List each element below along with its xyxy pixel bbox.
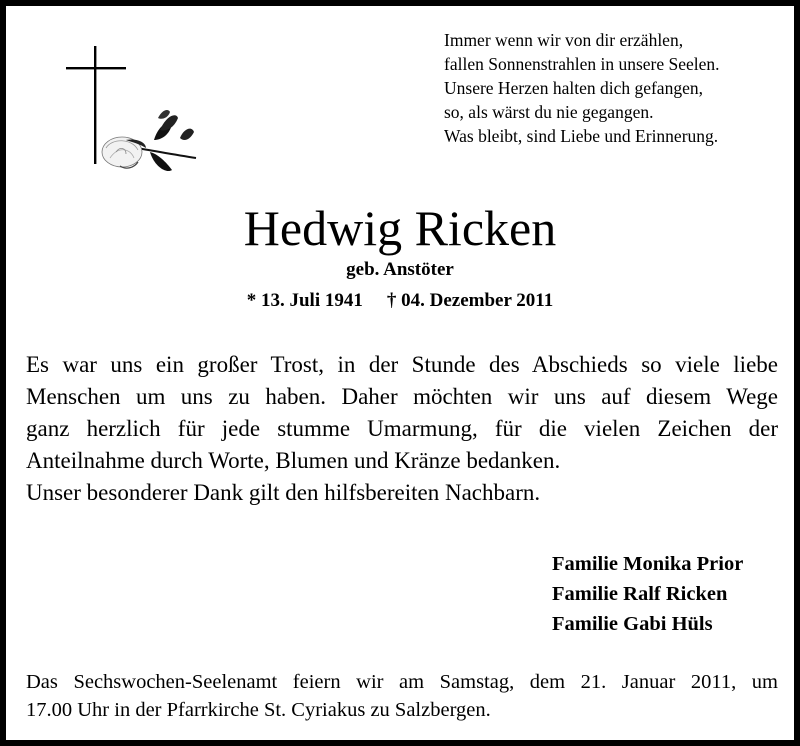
birth-date: * 13. Juli 1941 — [246, 290, 363, 311]
message-line: Es war uns ein großer Trost, in der Stunde des Abschieds so viele liebe — [26, 352, 778, 377]
family-name: Familie Monika Prior — [552, 553, 744, 575]
footer-line: Das Sechswochen-Seelenamt feiern wir am Samstag, dem 21. Januar 2011, um — [26, 671, 778, 693]
poem-line: Unsere Herzen halten dich gefangen, — [444, 78, 703, 98]
rose-icon — [102, 110, 196, 171]
life-dates — [6, 289, 794, 313]
death-date: † 04. Dezember 2011 — [386, 290, 554, 311]
footer-line: 17.00 Uhr in der Pfarrkirche St. Cyriakus zu Salzbergen. — [26, 699, 491, 721]
message-line: Unser besonderer Dank gilt den hilfsbereiten Nachbarn. — [26, 480, 541, 505]
message-line: ganz herzlich für jede stumme Umarmung, für die vielen Zeichen der — [26, 416, 778, 441]
poem-line: Immer wenn wir von dir erzählen, — [444, 30, 684, 50]
poem-line: Was bleibt, sind Liebe und Erinnerung. — [444, 126, 719, 146]
poem-line: so, als wärst du nie gegangen. — [444, 102, 654, 122]
deceased-name: Hedwig Ricken — [243, 200, 557, 256]
memorial-poem — [444, 28, 784, 148]
maiden-name: geb. Anstöter — [346, 259, 454, 280]
family-signatures — [552, 549, 792, 639]
message-line: Anteilnahme durch Worte, Blumen und Kränze bedanken. — [26, 448, 561, 473]
family-name: Familie Ralf Ricken — [552, 583, 728, 605]
service-announcement — [26, 668, 778, 724]
thank-you-message — [26, 349, 778, 509]
cross-with-rose-icon — [62, 42, 202, 176]
message-line: Menschen um uns zu haben. Daher möchten wir uns auf diesem Wege — [26, 384, 778, 409]
poem-line: fallen Sonnenstrahlen in unsere Seelen. — [444, 54, 720, 74]
family-name: Familie Gabi Hüls — [552, 613, 713, 635]
